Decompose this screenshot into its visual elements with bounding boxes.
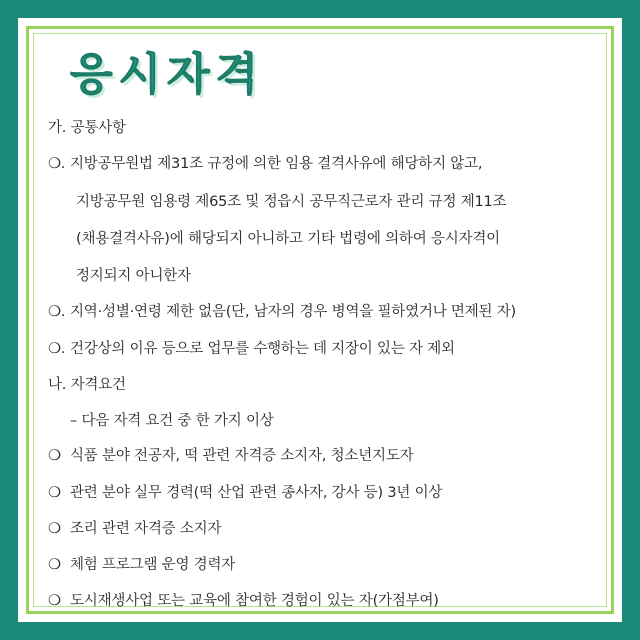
list-item: ❍ 식품 분야 전공자, 떡 관련 자격증 소지자, 청소년지도자 [48, 448, 414, 464]
circle-bullet-icon: ❍ [48, 521, 61, 537]
list-item: ❍. 지역·성별·연령 제한 없음(단, 남자의 경우 병역을 필하였거나 면제된 자) [48, 304, 517, 320]
circle-bullet-icon: ❍. [48, 156, 66, 172]
section-header: 나. 자격요건 [48, 377, 126, 393]
list-item: ❍ 도시재생사업 또는 교육에 참여한 경험이 있는 자(가점부여) [48, 593, 439, 609]
list-item-continuation: (채용결격사유)에 해당되지 아니하고 기타 법령에 의하여 응시자격이 [76, 231, 500, 247]
list-item: ❍. 건강상의 이유 등으로 업무를 수행하는 데 지장이 있는 자 제외 [48, 341, 455, 357]
list-item: ❍ 조리 관련 자격증 소지자 [48, 521, 222, 537]
circle-bullet-icon: ❍ [48, 557, 61, 573]
list-item: ❍. 지방공무원법 제31조 규정에 의한 임용 결격사유에 해당하지 않고, [48, 156, 483, 172]
circle-bullet-icon: ❍ [48, 593, 61, 609]
list-item-continuation: 정지되지 아니한자 [76, 268, 191, 284]
circle-bullet-icon: ❍. [48, 304, 66, 320]
circle-bullet-icon: ❍. [48, 341, 66, 357]
page-title: 응시자격 [70, 49, 265, 100]
list-item: ❍ 체험 프로그램 운영 경력자 [48, 557, 236, 573]
list-item-continuation: 지방공무원 임용령 제65조 및 정읍시 공무직근로자 관리 규정 제11조 [76, 194, 507, 210]
sub-note: – 다음 자격 요건 중 한 가지 이상 [70, 413, 274, 429]
circle-bullet-icon: ❍ [48, 485, 61, 501]
circle-bullet-icon: ❍ [48, 448, 61, 464]
list-item: ❍ 관련 분야 실무 경력(떡 산업 관련 종사자, 강사 등) 3년 이상 [48, 485, 443, 501]
section-header: 가. 공통사항 [48, 120, 126, 136]
